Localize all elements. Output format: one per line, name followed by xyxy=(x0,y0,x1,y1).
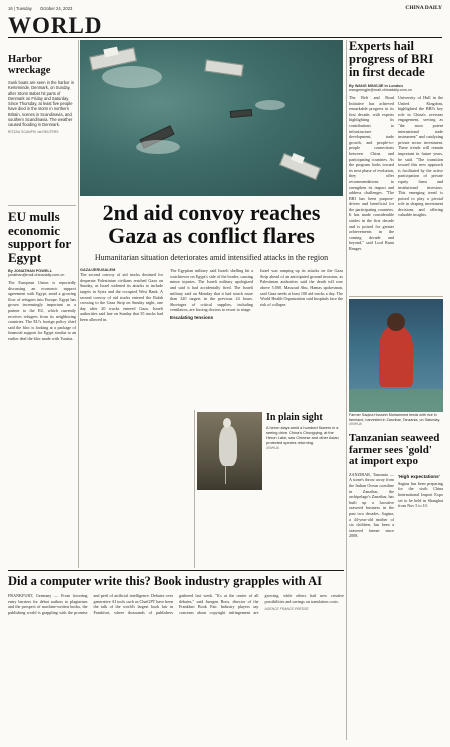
seaweed-farmer-photo xyxy=(349,299,443,412)
column-rule xyxy=(78,40,79,568)
book-headline: Did a computer write this? Book industry grapples with AI xyxy=(8,574,323,588)
eu-byline-name: By JONATHAN POWELL xyxy=(8,269,53,273)
gaza-story xyxy=(80,202,343,418)
bri-body-col1: The Belt and Road Initiative has achieved remarkable progress in its first decade, with experts highlighting its contributions to infrastructure development, trade growth, and people-to-people connections between China and participating countries. As the program looks toward its next phase of evolution, they offer recommendations to strengthen its impact and address challenges. "The BRI has been purpose-driven and beneficial for the participating countries. It has made considerable strides in the first decade and is poised for greater achievements in the coming decade and beyond," said Lord Rami Ranger. xyxy=(349,95,394,252)
book-body xyxy=(8,593,344,741)
plain-caption: A heron stays amid a hundred flowers in a seeing drive. China's Chongqing, at the Heron Lake, saw Chinese and other Asian protected species returning. xyxy=(266,425,339,446)
issue-date: October 24, 2023 xyxy=(40,6,73,11)
gaza-deck: Humanitarian situation deteriorates amid intensified attacks in the region xyxy=(94,253,329,262)
sunken-boat xyxy=(230,109,253,118)
ai-book-story xyxy=(8,574,344,741)
harbor-photo xyxy=(80,40,343,196)
gaza-body xyxy=(80,268,343,418)
bri-byline xyxy=(349,84,443,92)
gaza-headline: 2nd aid convoy reaches Gaza as conflict flares xyxy=(102,200,321,248)
column-rule xyxy=(346,40,347,740)
section-rule xyxy=(8,205,76,206)
jacket-caption xyxy=(349,413,443,427)
eu-body: The European Union is reportedly discussing an economic support agreement with Egypt, amid a growing flow of refugees into Europe. Egypt has grown increasingly important as a partner to the EU, which currently receives refugees from its neighboring countries. The EU's foreign policy chief said the bloc is looking at a package of financial support for Egypt similar to an earlier deal the bloc made with Tunisia. xyxy=(8,280,76,341)
seaweed-body-col1: ZANZIBAR, Tanzania — A stone's throw away from the Indian Ocean coastline in Zanzibar, the archipelago's Zanzibar, has built up a lucrative seaweed business in the past two decades. Sagina, a 44-year-old mother of six children, has been a seaweed farmer since 2008. xyxy=(349,471,394,539)
section-rule xyxy=(8,570,344,571)
jacket-caption-text: Farmer Saqina Hussein Mohammed feeds with rice in farmland, harvested in Zanzibar, Tanzania, on Saturday. xyxy=(349,413,441,422)
plain-credit: XINHUA xyxy=(266,446,279,451)
jacket-credit: XINHUA xyxy=(349,422,362,427)
gaza-dateline: GAZA/JERUSALEM xyxy=(80,268,116,273)
section-title: WORLD xyxy=(8,13,103,38)
gaza-body-p1: The second convoy of aid trucks destined for desperate Palestinian civilians reached Gaza on Sunday, as Israel widened its attacks to include targets in Syria and the occupied West Bank. A second convoy of aid trucks entered the Rafah crossing to the Gaza Strip on Sunday night, one day after 20 trucks entered Gaza. Israeli authorities said late on Sunday that 35 trucks had been allowed in. xyxy=(80,272,163,322)
seaweed-headline: Tanzanian seaweed farmer sees 'gold' at import expo xyxy=(349,432,440,468)
plain-headline: In plain sight xyxy=(266,412,323,423)
newspaper-brand: CHINA DAILY xyxy=(405,5,442,11)
bri-body-col2: University of Hull in the United Kingdom, highlighted the BRI's key role in China's overseas engagement, serving as "the most potent international trade instrument" and catalyzing private sector investment. These trends will remain important in future years, he said. "The transition toward this new approach is facilitated by the active participation of private equity firms and institutional investors. This emerging trend is poised to play a pivotal role in shaping investment decisions and offering valuable insights. xyxy=(398,95,443,218)
eu-headline: EU mulls economic support for Egypt xyxy=(8,209,71,265)
masthead xyxy=(8,4,442,38)
bri-byline-name: By WANG MINGJIE in London xyxy=(349,84,403,88)
gaza-subhead: Escalating tensions xyxy=(170,314,214,320)
seaweed-body-col2: Sagina has been preparing for the sixth China International Import Expo set to be held in Shanghai from Nov 5 to 10. xyxy=(398,480,443,509)
page-number: 16 | Tuesday xyxy=(8,6,32,11)
bri-story xyxy=(349,40,443,295)
bri-headline: Experts hail progress of BRI in first decade xyxy=(349,39,434,79)
harbor-credit: RITZAU SCANPIX via REUTERS xyxy=(8,129,59,134)
harbor-story xyxy=(8,54,76,134)
bri-byline-email: wangmingjie@mail.chinadaily.com.cn xyxy=(349,88,412,92)
eu-byline xyxy=(8,269,76,277)
plain-sight-feature xyxy=(197,412,343,490)
column-rule xyxy=(194,410,195,568)
harbor-caption: Sunk boats are seen in the harbor in Kerteminde, Denmark, on Sunday, after Storm Babet hit parts of Denmark on Friday and Saturday. Since Thursday, at least five people have died in the storm in northern Britain, scenes in Scandinavia, and southern Scandinavia. The weather caused flooding in Denmark. xyxy=(8,80,74,128)
heron-photo xyxy=(197,412,262,490)
sunken-boat xyxy=(204,59,243,76)
book-body-text: FRANKFURT, Germany — From lowering entry barriers for debut authors to plagiarism and the prospect of machine-written books, the publishing world is grappling with the promise and peril of artificial intelligence. Debates over generative AI tools such as ChatGPT have been the talk of the world's largest book fair in Frankfurt, where thousands of publishers gathered last week. "It's at the center of all debates," said Juergen Boos, director of the Frankfurt Book Fair. Industry players say concerns about copyright infringement are growing, while others hail new creative possibilities and savings on translation costs. xyxy=(8,593,344,615)
book-agency: AGENCE FRANCE-PRESSE xyxy=(264,607,309,612)
seaweed-subhead: 'High expectations' xyxy=(398,473,440,479)
harbor-headline: Harbor wreckage xyxy=(8,54,51,76)
eu-story xyxy=(8,210,76,570)
gaza-body-p2: The Egyptian military said Israeli shelling hit a watchtower on Egypt's side of the border, causing minor injuries. The Israeli military apologized and said it had accidentally fired. The Israeli military said on Monday that it had struck more than 320 targets in the previous 24 hours. Shortages of critical supplies, including ventilators, are forcing doctors to resort to triage. xyxy=(170,268,253,313)
seaweed-story xyxy=(349,433,443,704)
eu-byline-email: jonathan@mail.chinadaily.com.cn xyxy=(8,273,65,277)
gaza-body-p3: Israel was ramping up its attacks on the Gaza Strip ahead of an anticipated ground invasion, as Palestinian authorities said the death toll rose above 5,000. Massoud Abu, Hamas spokesman, said Gaza needs at least 100 aid trucks a day. The World Health Organization said hospitals face the risk of collapse. xyxy=(260,268,343,307)
section-rule xyxy=(349,296,443,297)
